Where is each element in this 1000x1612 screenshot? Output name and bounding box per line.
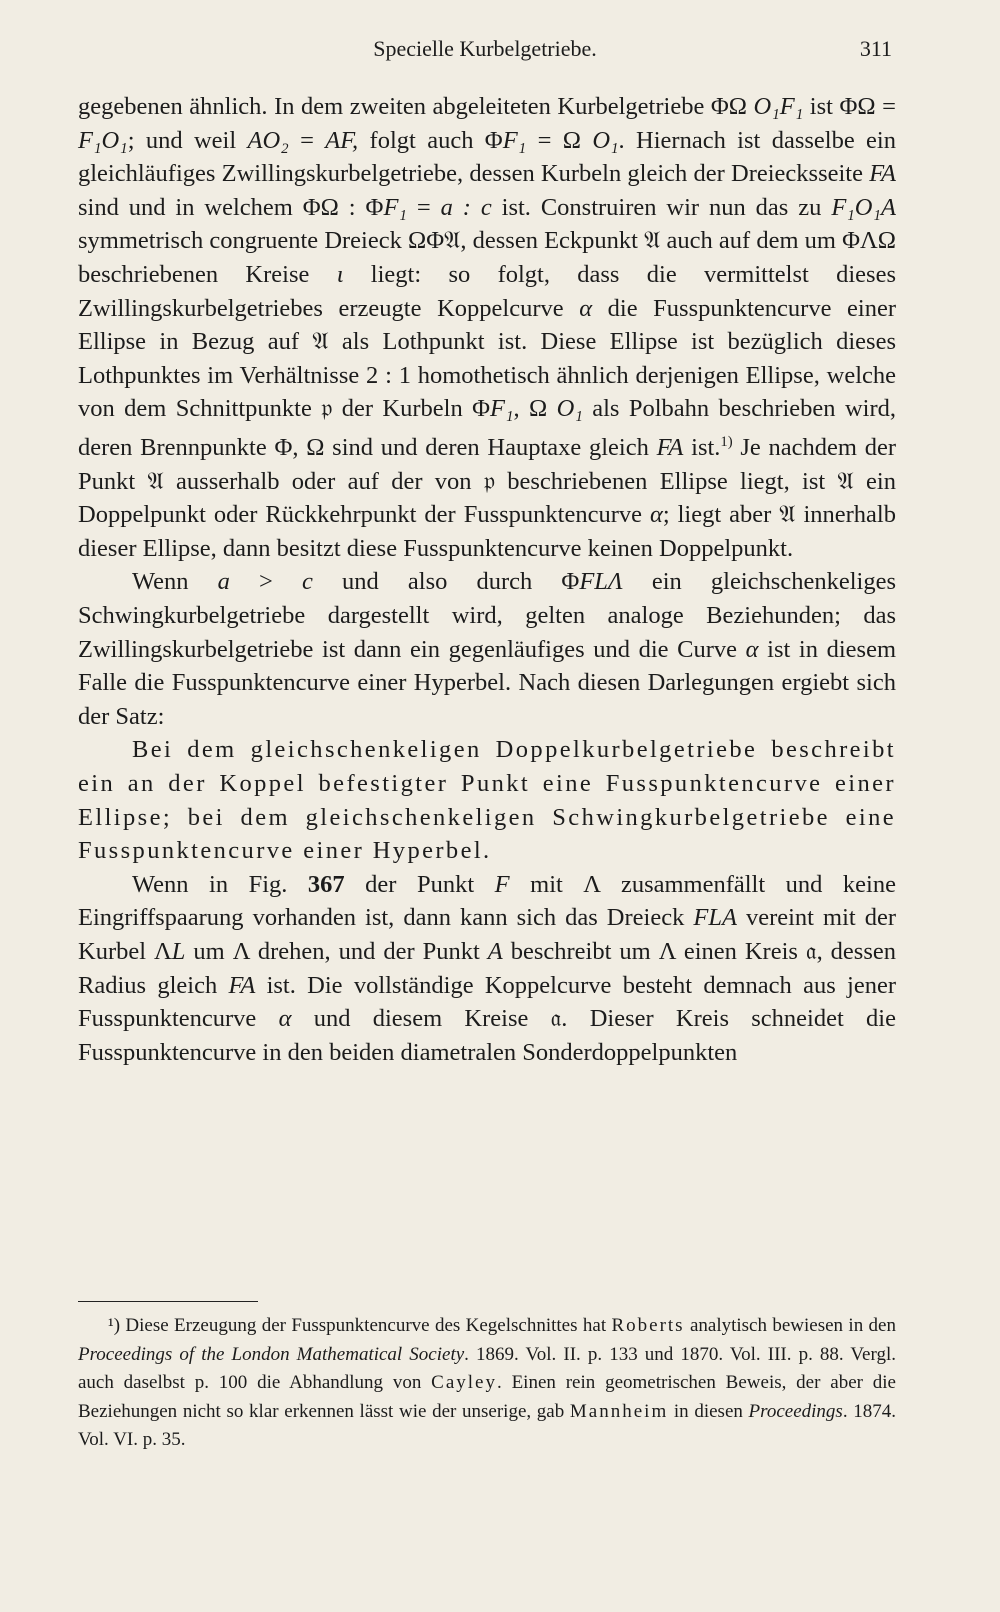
running-title: Specielle Kurbelgetriebe. — [373, 36, 597, 61]
math-symbol: AF, — [325, 126, 359, 154]
math-symbol: α — [278, 1005, 292, 1033]
main-text — [78, 90, 896, 1069]
author-name: Cayley — [431, 1372, 497, 1393]
paragraph-2 — [78, 565, 896, 733]
math-symbol: F₁ — [502, 126, 527, 154]
text-run: liegt: so folgt, dass die vermittelst dieses Zwillingskurbelgetriebes erzeugte Koppelcurve — [78, 260, 896, 322]
text-run: und also durch Φ — [312, 568, 580, 596]
theorem-statement: Bei dem gleichschenkeligen Doppelkurbelgetriebe beschreibt ein an der Koppel befestigter Punkt eine Fusspunktencurve einer Ellipse; bei dem gleichschenkeligen Schwingkurbelgetriebe eine Fusspunktencurve einer Hyperbel. — [78, 736, 896, 865]
author-name: Roberts — [611, 1315, 685, 1336]
math-symbol: F₁ — [383, 193, 407, 221]
figure-reference: 367 — [307, 870, 345, 898]
text-run: = Ω — [526, 126, 593, 154]
math-symbol: α — [649, 501, 663, 529]
text-run: ist in diesem Falle die Fusspunktencurve einer Hyperbel. Nach diesen Darlegungen ergiebt sich der Satz: — [78, 635, 897, 730]
math-symbol: O₁ — [592, 126, 619, 154]
math-symbol: AO₂ — [247, 126, 289, 154]
text-run: als Polbahn beschrieben wird, deren Brennpunkte Φ, Ω sind und deren Hauptaxe gleich — [78, 395, 896, 462]
text-run: Diese Erzeugung der Fusspunktencurve des Kegelschnittes hat — [120, 1315, 612, 1336]
paragraph-1 — [78, 90, 896, 565]
journal-title: Proceedings — [748, 1400, 843, 1422]
text-run: folgt auch Φ — [358, 126, 503, 154]
text-run: , Ω — [513, 395, 557, 423]
text-run: symmetrisch congruente Dreieck ΩΦ𝔄, dessen Eckpunkt 𝔄 auch auf dem um ΦΛΩ beschriebenen Kreise — [78, 227, 896, 288]
text-run: analytisch bewiesen in den — [684, 1315, 896, 1336]
math-symbol: FA — [869, 160, 896, 188]
math-symbol: α — [579, 294, 593, 322]
paragraph-3 — [78, 868, 896, 1070]
footnotes — [78, 1312, 896, 1455]
math-symbol: L — [171, 938, 186, 965]
text-run: Wenn — [132, 568, 218, 596]
text-run: . 1874. Vol. VI. p. 35. — [78, 1400, 896, 1450]
text-run: und diesem Kreise 𝔞. Dieser Kreis schneidet die Fusspunktencurve in den beiden diametralen Sonderdoppelpunkten — [78, 1005, 896, 1066]
text-run: = — [288, 126, 326, 154]
text-run: > — [229, 568, 303, 596]
text-run: ; und weil — [127, 126, 248, 154]
page-number: 311 — [859, 36, 892, 61]
math-symbol: O₁F₁ — [753, 93, 804, 120]
text-run: in diesen — [668, 1400, 749, 1422]
text-run: Wenn in Fig. — [132, 870, 308, 898]
footnote-marker: ¹) — [108, 1315, 121, 1336]
math-symbol: a : c — [440, 193, 492, 221]
text-run: die Fusspunktencurve einer Ellipse in Bezug auf 𝔄 als Lothpunkt ist. Diese Ellipse ist bezüglich dieses Lothpunktes im Verhältnisse 2 : 1 homothetisch ähnlich derjenigen Ellipse, welche von dem Schnittpunkte 𝔭 der Kurbeln Φ — [78, 294, 896, 423]
math-symbol: FLΛ — [579, 568, 623, 596]
math-symbol: FA — [656, 434, 684, 462]
math-symbol: c — [302, 568, 313, 596]
text-run: ist. Construiren wir nun das zu — [491, 193, 832, 221]
text-run: ist ΦΩ = — [803, 93, 896, 120]
journal-title: Proceedings of the London Mathematical Society — [78, 1343, 465, 1365]
author-name: Mannheim — [569, 1400, 669, 1422]
footnote-1 — [78, 1312, 896, 1455]
math-symbol: A — [487, 938, 503, 965]
math-symbol: α — [745, 635, 759, 663]
footnote-divider — [78, 1301, 258, 1302]
text-run: Je nachdem der Punkt 𝔄 ausserhalb oder auf der von 𝔭 beschriebenen Ellipse liegt, ist 𝔄 ein Doppelpunkt oder Rückkehrpunkt der Fusspunktencurve — [78, 434, 896, 529]
text-run: ist. — [683, 434, 721, 462]
text-run: der Punkt — [344, 870, 495, 898]
math-symbol: F₁ — [490, 395, 514, 423]
text-run: ist. Die vollständige Koppelcurve besteht demnach aus jener Fusspunktencurve — [78, 971, 897, 1033]
math-symbol: F₁O₁A — [831, 193, 896, 221]
text-run: . 1869. Vol. II. p. 133 und 1870. Vol. III. p. 88. Vergl. auch daselbst p. 100 die Abhandlung von — [78, 1343, 896, 1393]
math-symbol: F₁O₁ — [78, 126, 128, 154]
math-symbol: ι — [336, 260, 344, 288]
text-run: um Λ drehen, und der Punkt — [185, 938, 488, 965]
math-symbol: FA — [228, 971, 256, 999]
math-symbol: FLA — [693, 904, 737, 932]
text-run: sind und in welchem ΦΩ : Φ — [78, 193, 384, 221]
text-run: mit Λ zusammenfällt und keine Eingriffspaarung vorhanden ist, dann kann sich das Dreieck — [78, 870, 896, 932]
text-run: vereint mit der Kurbel Λ — [78, 904, 896, 965]
math-symbol: F — [494, 870, 510, 898]
text-run: gegebenen ähnlich. In dem zweiten abgeleiteten Kurbelgetriebe ΦΩ — [78, 93, 754, 120]
footnote-reference: 1) — [720, 433, 733, 450]
text-run: . Hiernach ist dasselbe ein gleichläufiges Zwillingskurbelgetriebe, dessen Kurbeln gleich der Dreiecksseite — [78, 126, 896, 188]
text-run: ein gleichschenkeliges Schwingkurbelgetriebe dargestellt wird, gelten analoge Beziehunden; das Zwillingskurbelgetriebe ist dann ein gegenläufiges und die Curve — [78, 568, 896, 663]
text-run: . Einen rein geometrischen Beweis, der aber die Beziehungen nicht so klar erkennen lässt wie der unserige, gab — [78, 1372, 896, 1422]
text-run: ; liegt aber 𝔄 innerhalb dieser Ellipse, dann besitzt diese Fusspunktencurve keinen Doppelpunkt. — [78, 501, 896, 562]
math-symbol: a — [217, 568, 230, 596]
text-run: beschreibt um Λ einen Kreis 𝔞, dessen Radius gleich — [78, 938, 896, 999]
text-run: = — [406, 193, 441, 221]
page-header — [78, 30, 892, 70]
math-symbol: O₁ — [556, 395, 583, 423]
